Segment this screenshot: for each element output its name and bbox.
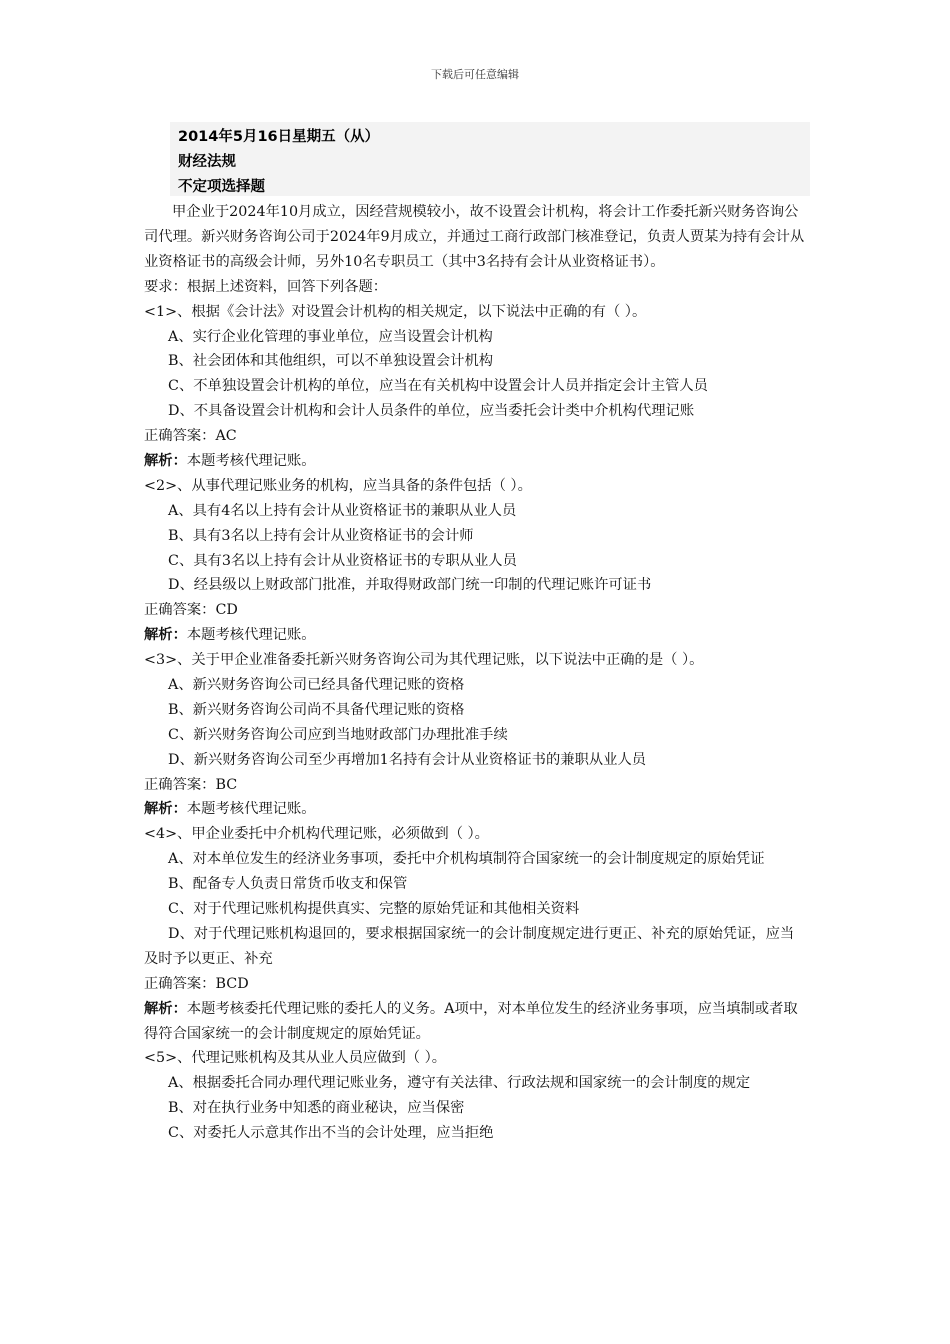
- analysis-label: 解析：: [144, 801, 187, 818]
- option-a: A、具有4名以上持有会计从业资格证书的兼职从业人员: [168, 502, 517, 519]
- question-stem: <5>、代理记账机构及其从业人员应做到（ ）。: [144, 1050, 447, 1067]
- question-stem: <4>、甲企业委托中介机构代理记账，必须做到（ ）。: [144, 826, 489, 843]
- material-paragraph: 甲企业于2024年10月成立，因经营规模较小，故不设置会计机构，将会计工作委托新兴财务咨询公司代理。新兴财务咨询公司于2024年9月成立，并通过工商行政部门核准登记，负责人贾某为持有会计从业资格证书的高级会计师，另外10名专职员工（其中3名持有会计从业资格证书）。: [144, 204, 805, 270]
- option-b: B、新兴财务咨询公司尚不具备代理记账的资格: [168, 701, 465, 718]
- question-4: [144, 822, 808, 1046]
- question-stem: <3>、关于甲企业准备委托新兴财务咨询公司为其代理记账，以下说法中正确的是（ ）。: [144, 652, 704, 669]
- analysis-text: 本题考核代理记账。: [186, 627, 316, 644]
- option-d: D、经县级以上财政部门批准，并取得财政部门统一印制的代理记账许可证书: [168, 577, 652, 594]
- analysis-text: 本题考核代理记账。: [186, 452, 316, 469]
- correct-answer: 正确答案：BCD: [144, 975, 249, 992]
- option-b: B、社会团体和其他组织，可以不单独设置会计机构: [168, 353, 494, 370]
- analysis-text: 本题考核委托代理记账的委托人的义务。A项中，对本单位发生的经济业务事项，应当填制或者取得符合国家统一的会计制度规定的原始凭证。: [144, 1000, 798, 1042]
- question-2: [144, 474, 808, 648]
- question-stem: <2>、从事代理记账业务的机构，应当具备的条件包括（ ）。: [144, 477, 532, 494]
- analysis-label: 解析：: [144, 452, 187, 469]
- option-c: C、新兴财务咨询公司应到当地财政部门办理批准手续: [168, 726, 508, 743]
- heading-subject: 财经法规: [178, 154, 236, 170]
- question-3: [144, 648, 808, 822]
- option-a: A、根据委托合同办理代理记账业务，遵守有关法律、行政法规和国家统一的会计制度的规定: [168, 1075, 751, 1092]
- correct-answer: 正确答案：AC: [144, 428, 237, 445]
- option-a: A、对本单位发生的经济业务事项，委托中介机构填制符合国家统一的会计制度规定的原始凭证: [168, 851, 765, 868]
- analysis-text: 本题考核代理记账。: [186, 801, 316, 818]
- question-1: [144, 300, 808, 474]
- option-b: B、具有3名以上持有会计从业资格证书的会计师: [168, 527, 474, 544]
- requirement-line: 要求：根据上述资料，回答下列各题：: [144, 278, 388, 295]
- question-stem: <1>、根据《会计法》对设置会计机构的相关规定，以下说法中正确的有（ ）。: [144, 303, 647, 320]
- header-note: 下载后可任意编辑: [431, 68, 519, 81]
- heading-question-type: 不定项选择题: [178, 179, 265, 195]
- analysis-label: 解析：: [144, 627, 187, 644]
- analysis-line: [144, 623, 808, 648]
- document-body: [144, 200, 808, 1146]
- analysis-label: 解析：: [144, 1000, 187, 1017]
- analysis-line: [144, 449, 808, 474]
- analysis-line: [144, 997, 808, 1047]
- question-5: [144, 1046, 808, 1146]
- option-c: C、不单独设置会计机构的单位，应当在有关机构中设置会计人员并指定会计主管人员: [168, 378, 708, 395]
- heading-date-line: 2014年5月16日星期五（从）: [178, 129, 380, 145]
- option-d: D、对于代理记账机构退回的，要求根据国家统一的会计制度规定进行更正、补充的原始凭证，应当及时予以更正、补充: [144, 925, 795, 967]
- option-c: C、对委托人示意其作出不当的会计处理，应当拒绝: [168, 1125, 494, 1142]
- correct-answer: 正确答案：BC: [144, 776, 238, 793]
- option-c: C、具有3名以上持有会计从业资格证书的专职从业人员: [168, 552, 517, 569]
- option-a: A、实行企业化管理的事业单位，应当设置会计机构: [168, 328, 493, 345]
- option-a: A、新兴财务咨询公司已经具备代理记账的资格: [168, 676, 465, 693]
- option-c: C、对于代理记账机构提供真实、完整的原始凭证和其他相关资料: [168, 901, 580, 917]
- option-b: B、对在执行业务中知悉的商业秘诀，应当保密: [168, 1100, 465, 1117]
- option-d: D、新兴财务咨询公司至少再增加1名持有会计从业资格证书的兼职从业人员: [168, 751, 647, 768]
- analysis-line: [144, 797, 808, 822]
- option-d: D、不具备设置会计机构和会计人员条件的单位，应当委托会计类中介机构代理记账: [168, 403, 695, 420]
- correct-answer: 正确答案：CD: [144, 602, 238, 619]
- option-b: B、配备专人负责日常货币收支和保管: [168, 876, 408, 893]
